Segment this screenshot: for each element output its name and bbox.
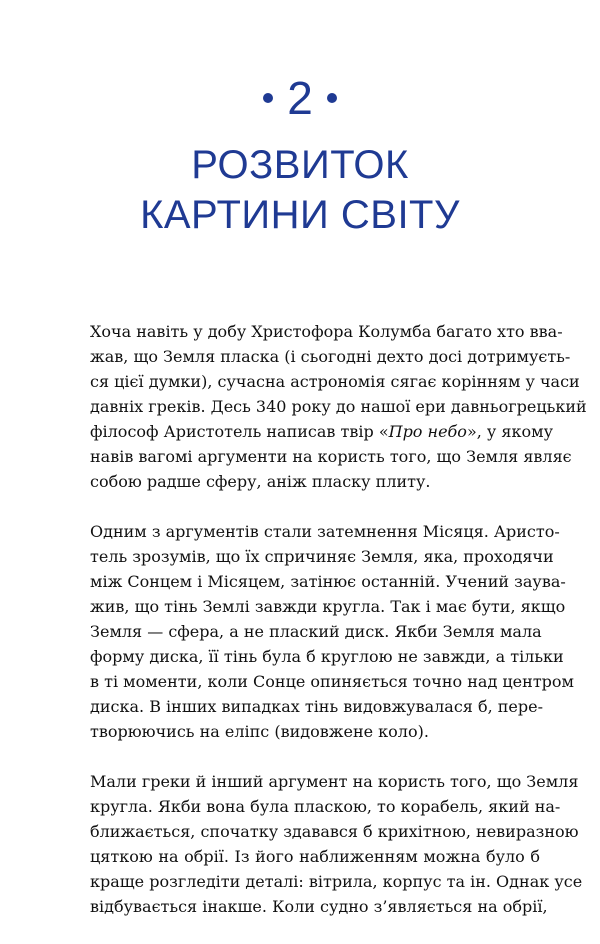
paragraph	[90, 769, 583, 919]
chapter-number	[0, 72, 600, 124]
chapter-title-line: КАРТИНИ СВІТУ	[140, 193, 460, 237]
chapter-title-line: РОЗВИТОК	[191, 143, 409, 187]
text-line: ся цієї думки), сучасна астрономія сягає корінням у часи	[90, 372, 580, 391]
text-line: Одним з аргументів стали затемнення Місяця. Аристо-	[90, 522, 560, 541]
paragraph	[90, 319, 587, 494]
text-line: форму диска, її тінь була б круглою не завжди, а тільки	[90, 647, 564, 666]
paragraph	[90, 519, 574, 744]
chapter-title	[0, 140, 600, 240]
body-text	[90, 319, 587, 944]
bullet-dot-icon	[263, 93, 273, 103]
text-line: навів вагомі аргументи на користь того, що Земля являє	[90, 447, 572, 466]
text-line: краще розгледіти деталі: вітрила, корпус та ін. Однак усе	[90, 872, 583, 891]
text-line: давніх греків. Десь 340 року до нашої ери давньогрецький	[90, 397, 587, 416]
text-line: жив, що тінь Землі завжди кругла. Так і має бути, якщо	[90, 597, 566, 616]
text-line: ближається, спочатку здавався б крихітною, невиразною	[90, 822, 579, 841]
text-line: Хоча навіть у добу Христофора Колумба багато хто вва-	[90, 322, 563, 341]
text-line: цяткою на обрії. Із його наближенням можна було б	[90, 847, 540, 866]
text-line: жав, що Земля пласка (і сьогодні дехто досі дотримуєть-	[90, 347, 571, 366]
text-line: собою радше сферу, аніж пласку плиту.	[90, 472, 431, 491]
text-line: тель зрозумів, що їх спричиняє Земля, яка, проходячи	[90, 547, 554, 566]
text-line: кругла. Якби вона була пласкою, то корабель, який на-	[90, 797, 561, 816]
text-line: Земля — сфера, а не плаский диск. Якби Земля мала	[90, 622, 542, 641]
bullet-dot-icon	[327, 93, 337, 103]
text-line: між Сонцем і Місяцем, затінює останній. Учений заува-	[90, 572, 566, 591]
text-line: творюючись на еліпс (видовжене коло).	[90, 722, 429, 741]
text-line: диска. В інших випадках тінь видовжувалася б, пере-	[90, 697, 544, 716]
text-line: відбувається інакше. Коли судно з’являється на обрії,	[90, 897, 548, 916]
chapter-number-text: 2	[287, 72, 313, 124]
text-line-with-title: філософ Аристотель написав твір «Про небо», у якому	[90, 422, 553, 441]
book-title-italic: Про небо	[388, 422, 467, 441]
text-line: в ті моменти, коли Сонце опиняється точно над центром	[90, 672, 574, 691]
text-line: Мали греки й інший аргумент на користь того, що Земля	[90, 772, 579, 791]
